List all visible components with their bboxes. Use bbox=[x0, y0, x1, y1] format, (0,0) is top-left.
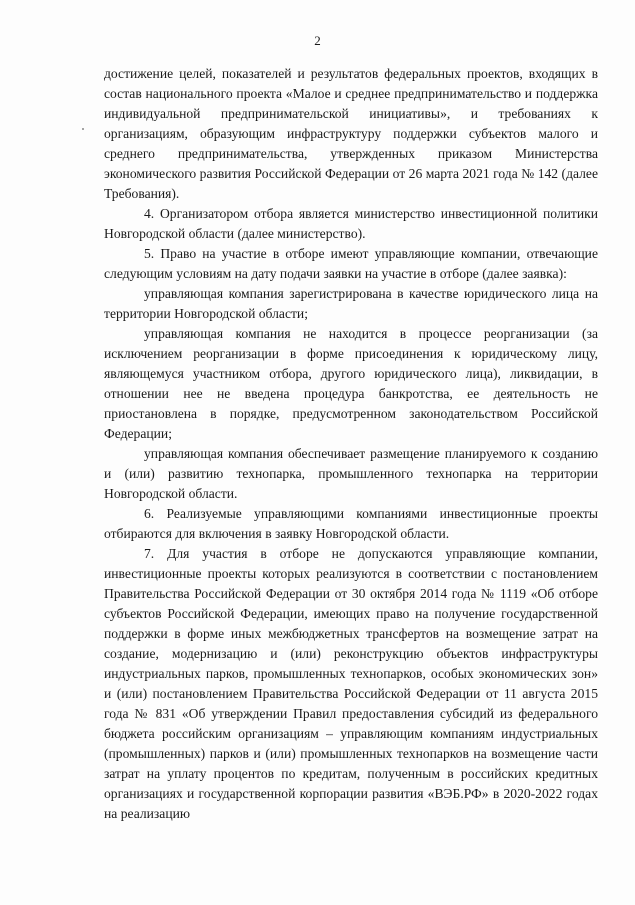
paragraph-item-6: 6. Реализуемые управляющими компаниями инвестиционные проекты отбираются для включения в заявку Новгородской области. bbox=[104, 506, 598, 541]
condition-registration: управляющая компания зарегистрирована в качестве юридического лица на территории Новгородской области; bbox=[104, 286, 598, 321]
paragraph-item-4: 4. Организатором отбора является министерство инвестиционной политики Новгородской области (далее министерство). bbox=[104, 206, 598, 241]
condition-no-reorganization: управляющая компания не находится в процессе реорганизации (за исключением реорганизации в форме присоединения к юридическому лицу, являющемуся участником отбора, другого юридического лица), ликвидации, в отношении нее не введена процедура банкротства, ее деятельность не приостановлена в порядке, предусмотренном законодательством Российской Федерации; bbox=[104, 326, 598, 441]
paragraph-item-7: 7. Для участия в отборе не допускаются управляющие компании, инвестиционные проекты которых реализуются в соответствии с постановлением Правительства Российской Федерации от 30 октября 2014 года № 1119 «Об отборе субъектов Российской Федерации, имеющих право на получение государственной поддержки в форме иных межбюджетных трансфертов на возмещение затрат на создание, модернизацию и (или) реконструкцию объектов инфраструктуры индустриальных парков, промышленных технопарков, особых экономических зон» и (или) постановлением Правительства Российской Федерации от 11 августа 2015 года № 831 «Об утверждении Правил предоставления субсидий из федерального бюджета российским организациям – управляющим компаниям индустриальных (промышленных) парков и (или) промышленных технопарков на возмещение части затрат на уплату процентов по кредитам, полученным в российских кредитных организациях и государственной корпорации развития «ВЭБ.РФ» в 2020-2022 годах на реализацию bbox=[104, 546, 598, 821]
document-body bbox=[104, 64, 598, 824]
page-number: 2 bbox=[314, 33, 321, 48]
condition-technopark-placement: управляющая компания обеспечивает размещение планируемого к созданию и (или) развитию технопарка, промышленного технопарка на территории Новгородской области. bbox=[104, 446, 598, 501]
scan-artifact bbox=[82, 128, 84, 130]
paragraph-item-5: 5. Право на участие в отборе имеют управляющие компании, отвечающие следующим условиям на дату подачи заявки на участие в отборе (далее заявка): bbox=[104, 246, 598, 281]
paragraph-continuation: достижение целей, показателей и результатов федеральных проектов, входящих в состав национального проекта «Малое и среднее предпринимательство и поддержка индивидуальной предпринимательской инициативы», и требованиях к организациям, образующим инфраструктуру поддержки субъектов малого и среднего предпринимательства, утвержденных приказом Министерства экономического развития Российской Федерации от 26 марта 2021 года № 142 (далее Требования). bbox=[104, 66, 598, 201]
